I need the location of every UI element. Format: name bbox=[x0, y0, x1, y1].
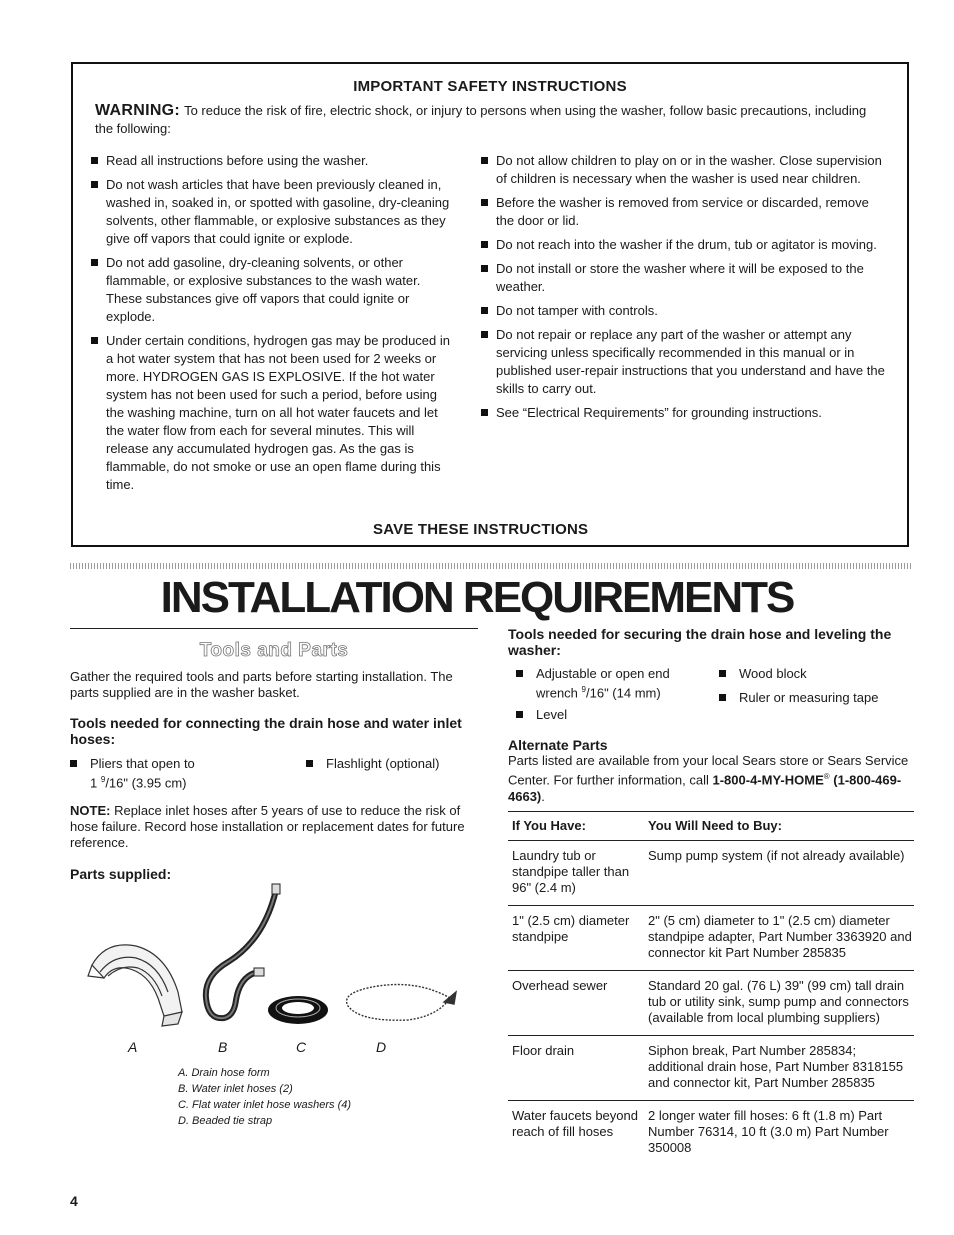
list-item: Do not wash articles that have been previously cleaned in, washed in, soaked in, or spotted with gasoline, dry-cleaning solvents, other flammable, or explosive substances as they give off vapors that could ignite or explode. bbox=[91, 176, 456, 248]
note-text: Replace inlet hoses after 5 years of use to reduce the risk of hose failure. Record hose installation or replacement dates for future reference. bbox=[70, 803, 465, 851]
page-title: INSTALLATION REQUIREMENTS bbox=[160, 573, 794, 622]
tools-intro: Gather the required tools and parts before starting installation. The parts supplied are in the washer basket. bbox=[70, 669, 453, 700]
bullet-square-icon bbox=[91, 259, 98, 266]
section-divider bbox=[70, 563, 912, 569]
bullet-square-icon bbox=[481, 241, 488, 248]
safety-list-right bbox=[481, 152, 886, 428]
table-row: 1" (2.5 cm) diameter standpipe 2" (5 cm) diameter to 1" (2.5 cm) diameter standpipe adapter, Part Number 3363920 and connector kit Part Number 285835 bbox=[508, 906, 914, 971]
bullet-square-icon bbox=[516, 670, 523, 677]
table-row: Overhead sewer Standard 20 gal. (76 L) 39" (99 cm) tall drain tub or utility sink, sump pump and connectors (available from local plumbing suppliers) bbox=[508, 971, 914, 1036]
list-item: Do not add gasoline, dry-cleaning solvents, or other flammable, or explosive substances to the wash water. These substances give off vapors that could ignite or explode. bbox=[91, 254, 456, 326]
list-item: Ruler or measuring tape bbox=[719, 690, 878, 706]
list-item: Before the washer is removed from service or discarded, remove the door or lid. bbox=[481, 194, 886, 230]
part-letter-c: C bbox=[296, 1039, 307, 1055]
bullet-square-icon bbox=[91, 337, 98, 344]
bullet-square-icon bbox=[719, 694, 726, 701]
list-item: Adjustable or open end wrench $^9$/16" (14 mm) bbox=[516, 666, 719, 701]
hose-washer-image bbox=[268, 996, 328, 1024]
list-item: See “Electrical Requirements” for grounding instructions. bbox=[481, 404, 886, 422]
phone-number: 1-800-4-MY-HOME bbox=[712, 772, 824, 788]
phone-number-digits: (1-800-469-4663) bbox=[508, 772, 902, 804]
list-item: Do not allow children to play on or in the washer. Close supervision of children is necessary when the washer is used near children. bbox=[481, 152, 886, 188]
securing-and-alternate-section bbox=[508, 626, 914, 1165]
alternate-parts-text: Parts listed are available from your local Sears store or Sears Service Center. For further information, call 1-800-4-MY-HOME® (1-800-469-4663). bbox=[508, 753, 909, 804]
securing-tools-heading: Tools needed for securing the drain hose and leveling the washer: bbox=[508, 626, 892, 658]
part-letter-d: D bbox=[376, 1039, 387, 1055]
bullet-square-icon bbox=[481, 199, 488, 206]
parts-caption: A. Drain hose form B. Water inlet hoses (2) C. Flat water inlet hose washers (4) D. Beaded tie strap bbox=[178, 1067, 352, 1127]
list-item: Read all instructions before using the washer. bbox=[91, 152, 456, 170]
warning-label: WARNING: bbox=[95, 102, 181, 119]
note-label: NOTE: bbox=[70, 803, 111, 819]
bullet-square-icon bbox=[481, 331, 488, 338]
note-paragraph bbox=[70, 803, 478, 851]
bullet-square-icon bbox=[481, 409, 488, 416]
connect-tools-list bbox=[70, 756, 478, 791]
list-item: Wood block bbox=[719, 666, 878, 682]
list-item: Do not repair or replace any part of the washer or attempt any servicing unless specifically recommended in this manual or in published user-repair instructions that you understand and have the skills to carry out. bbox=[481, 326, 886, 398]
table-header: If You Have: You Will Need to Buy: bbox=[508, 811, 914, 841]
list-item: Do not reach into the washer if the drum, tub or agitator is moving. bbox=[481, 236, 886, 254]
safety-list-left bbox=[91, 152, 456, 500]
list-item: Do not install or store the washer where it will be exposed to the weather. bbox=[481, 260, 886, 296]
tools-parts-heading: Tools and Parts bbox=[199, 640, 349, 661]
part-letter-a: A bbox=[128, 1039, 138, 1055]
section-rule bbox=[70, 628, 478, 629]
bullet-square-icon bbox=[91, 181, 98, 188]
bullet-square-icon bbox=[481, 157, 488, 164]
save-instructions-title: SAVE THESE INSTRUCTIONS bbox=[373, 521, 589, 538]
bullet-square-icon bbox=[516, 711, 523, 718]
tools-and-parts-section bbox=[70, 628, 478, 882]
list-item: Level bbox=[516, 707, 719, 723]
table-row: Water faucets beyond reach of fill hoses 2 longer water fill hoses: 6 ft (1.8 m) Part Number 76314, 10 ft (3.0 m) Part Number 350008 bbox=[512, 1107, 889, 1155]
list-item: Flashlight (optional) bbox=[306, 756, 439, 791]
beaded-tie-strap-image bbox=[347, 985, 456, 1021]
securing-tools-list bbox=[516, 666, 914, 723]
table-row: Laundry tub or standpipe taller than 96" (2.4 m) Sump pump system (if not already available) bbox=[508, 841, 914, 906]
warning-text: To reduce the risk of fire, electric shock, or injury to persons when using the washer, follow basic precautions, including the following: bbox=[95, 103, 867, 136]
list-item: Pliers that open to 1 $^9$/16" (3.95 cm) bbox=[70, 756, 306, 791]
connect-tools-heading: Tools needed for connecting the drain hose and water inlet hoses: bbox=[70, 715, 462, 747]
parts-supplied-heading: Parts supplied: bbox=[70, 866, 172, 883]
parts-illustration bbox=[78, 880, 478, 1040]
bullet-square-icon bbox=[719, 670, 726, 677]
bullet-square-icon bbox=[91, 157, 98, 164]
drain-hose-form-image bbox=[88, 945, 182, 1026]
safety-title: IMPORTANT SAFETY INSTRUCTIONS bbox=[353, 78, 627, 95]
page-number: 4 bbox=[70, 1193, 78, 1209]
bullet-square-icon bbox=[70, 760, 77, 767]
list-item: Do not tamper with controls. bbox=[481, 302, 886, 320]
warning-paragraph bbox=[95, 102, 885, 138]
water-inlet-hoses-image bbox=[206, 884, 280, 1018]
bullet-square-icon bbox=[481, 307, 488, 314]
bullet-square-icon bbox=[481, 265, 488, 272]
alternate-parts-heading: Alternate Parts bbox=[508, 737, 608, 754]
safety-instructions-box bbox=[71, 62, 909, 547]
part-letter-b: B bbox=[218, 1039, 228, 1055]
list-item: Under certain conditions, hydrogen gas may be produced in a hot water system that has not been used for 2 weeks or more. HYDROGEN GAS IS EXPLOSIVE. If the hot water system has not been used for such a period, before using the washing machine, turn on all hot water faucets and let the water flow from each for several minutes. This will release any accumulated hydrogen gas. As the gas is flammable, do not smoke or use an open flame during this time. bbox=[91, 332, 456, 494]
table-row: Floor drain Siphon break, Part Number 285834; additional drain hose, Part Number 8318155 and connector kit, Part Number 285835 bbox=[508, 1036, 914, 1101]
alternate-parts-table bbox=[508, 811, 914, 1165]
bullet-square-icon bbox=[306, 760, 313, 767]
